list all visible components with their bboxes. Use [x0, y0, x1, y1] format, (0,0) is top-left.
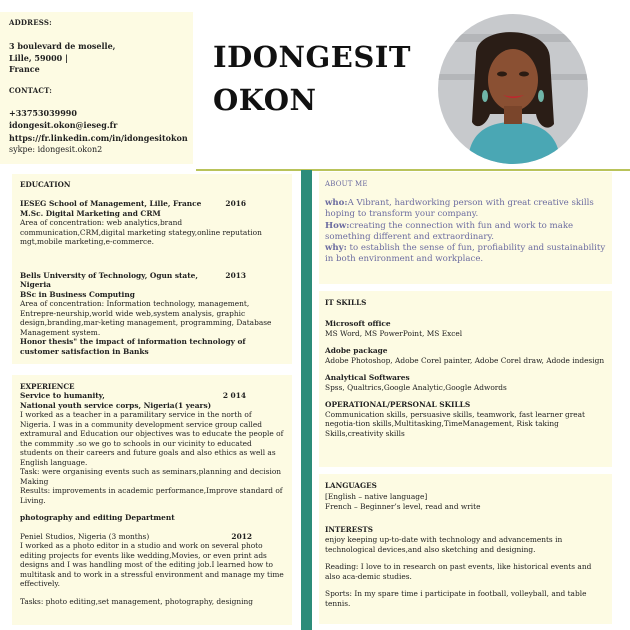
last-name: OKON [213, 83, 317, 117]
job-year: 2 014 [222, 391, 246, 400]
header-divider [196, 169, 630, 171]
skill-group-title: Analytical Softwares [325, 373, 410, 382]
how-text: creating the connection with fun and work to make something different and extraordinary. [325, 220, 574, 242]
address-line: Lille, 59000 | [9, 52, 68, 63]
skill-group-text: MS Word, MS PowerPoint, MS Excel [325, 328, 463, 338]
job-year: 2012 [231, 531, 252, 541]
about-section [319, 172, 612, 284]
experience-heading: EXPERIENCE [20, 382, 75, 391]
skill-group-text: Spss, Qualtrics,Google Analytic,Google Adwords [325, 382, 507, 392]
address-line: France [9, 64, 40, 74]
job-title: photography and editing Department [20, 513, 175, 522]
languages-interests-section [319, 474, 612, 624]
about-heading: ABOUT ME [325, 180, 368, 188]
job-description: I worked as a teacher in a paramilitary service in the north of Nigeria. I was in a community development service group called extramural and Education our objectives was to educate the people of the commmity .so we go to schools in our vicinity to educated students on their careers and future goals and also ethics as well as English language. [20, 410, 284, 467]
job-organization: National youth service corps, Nigeria(1 years) [20, 400, 212, 410]
phone-number: +33753039990 [9, 107, 77, 118]
who-label: who: [325, 198, 348, 208]
address-line: 3 boulevard de moselle, [9, 41, 116, 51]
job-organization: Peniel Studios, Nigeria (3 months) [20, 531, 150, 541]
experience-section [12, 375, 292, 625]
honor-thesis: Honor thesis" the impact of information technology of customer satisfaction in Banks [20, 337, 246, 356]
contact-panel [0, 12, 193, 164]
column-divider-bar [301, 170, 312, 630]
education-year: 2013 [225, 270, 246, 280]
languages-heading: LANGUAGES [325, 481, 377, 490]
interest-item: Sports: In my spare time i participate in football, volleyball, and table tennis. [325, 589, 587, 608]
contact-label: CONTACT: [9, 85, 53, 95]
job-task: Tasks: photo editing,set management, photography, designing [20, 596, 254, 606]
skill-group-title: Microsoft office [325, 319, 391, 328]
education-year: 2016 [225, 199, 246, 208]
education-description: Area of concentration: web analytics,brand communication,CRM,digital marketing stategy,online reputation mgt,mobile marketing,e-commerce. [20, 218, 262, 246]
how-label: How: [325, 220, 350, 231]
linkedin-link[interactable]: https://fr.linkedin.com/in/idongesitokon [9, 132, 188, 143]
who-text: A Vibrant, hardworking person with great creative skills hoping to transform your company. [325, 198, 594, 220]
skill-group-text: Communication skills, persuasive skills, teamwork, fast learner great negotia-tion skills,Multitasking,TimeManagement, Risk taking Skills,creativity skills [325, 409, 586, 438]
first-name: IDONGESIT [213, 40, 411, 74]
education-description: Area of concentration: Information technology, management, Entrepre-neurship,world wide web,system analysis, graphic design,branding,mar-keting management, programming, Database Management system. [20, 299, 272, 337]
skills-section [319, 291, 612, 467]
why-label: why: [325, 243, 347, 254]
education-section [12, 174, 292, 364]
job-task: Task: were organising events such as seminars,planning and decision Making [20, 467, 282, 486]
why-text: to establish the sense of fun, profiability and sustainability in both environment and workplace. [325, 243, 606, 265]
address-label: ADDRESS: [9, 18, 52, 27]
it-skills-heading: IT SKILLS [325, 298, 367, 307]
language-item: [English – native language] [325, 492, 428, 501]
email-link[interactable]: idongesit.okon@ieseg.fr [9, 120, 118, 130]
interest-item: enjoy keeping up-to-date with technology and advancements in technological devices,and also sketching and designing. [325, 535, 563, 554]
skype-id: sykpe: idongesit.okon2 [9, 145, 103, 154]
school-name: Bells University of Technology, Ogun state, Nigeria [20, 270, 198, 289]
school-name: IESEG School of Management, Lille, France [20, 199, 202, 208]
profile-photo [438, 14, 588, 164]
skill-group-text: Adobe Photoshop, Adobe Corel painter, Adobe Corel draw, Adode indesign [325, 355, 605, 365]
interests-heading: INTERESTS [325, 525, 373, 534]
degree-title: BSc in Business Computing [20, 289, 135, 299]
skill-group-title: OPERATIONAL/PERSONAL SKILLS [325, 400, 471, 409]
job-description: I worked as a photo editor in a studio and work on several photo editing projects for events like wedding,Movies, or even print ads designs and I was handling most of the editing job.I learned how to multitask and to work in a stressful environment and manage my time effectively. [20, 541, 284, 588]
education-heading: EDUCATION [20, 180, 71, 189]
degree-title: M.Sc. Digital Marketing and CRM [20, 208, 161, 218]
job-results: Results: improvements in academic performance,Improve standard of Living. [20, 486, 283, 505]
candidate-name [213, 36, 411, 122]
job-title: Service to humanity, [20, 391, 105, 400]
portrait-image [438, 14, 588, 164]
skill-group-title: Adobe package [325, 346, 388, 355]
interest-item: Reading: I love to in research on past events, like historical events and also aca-demic studies. [325, 562, 592, 581]
language-item: French – Beginner’s level, read and write [325, 501, 481, 511]
